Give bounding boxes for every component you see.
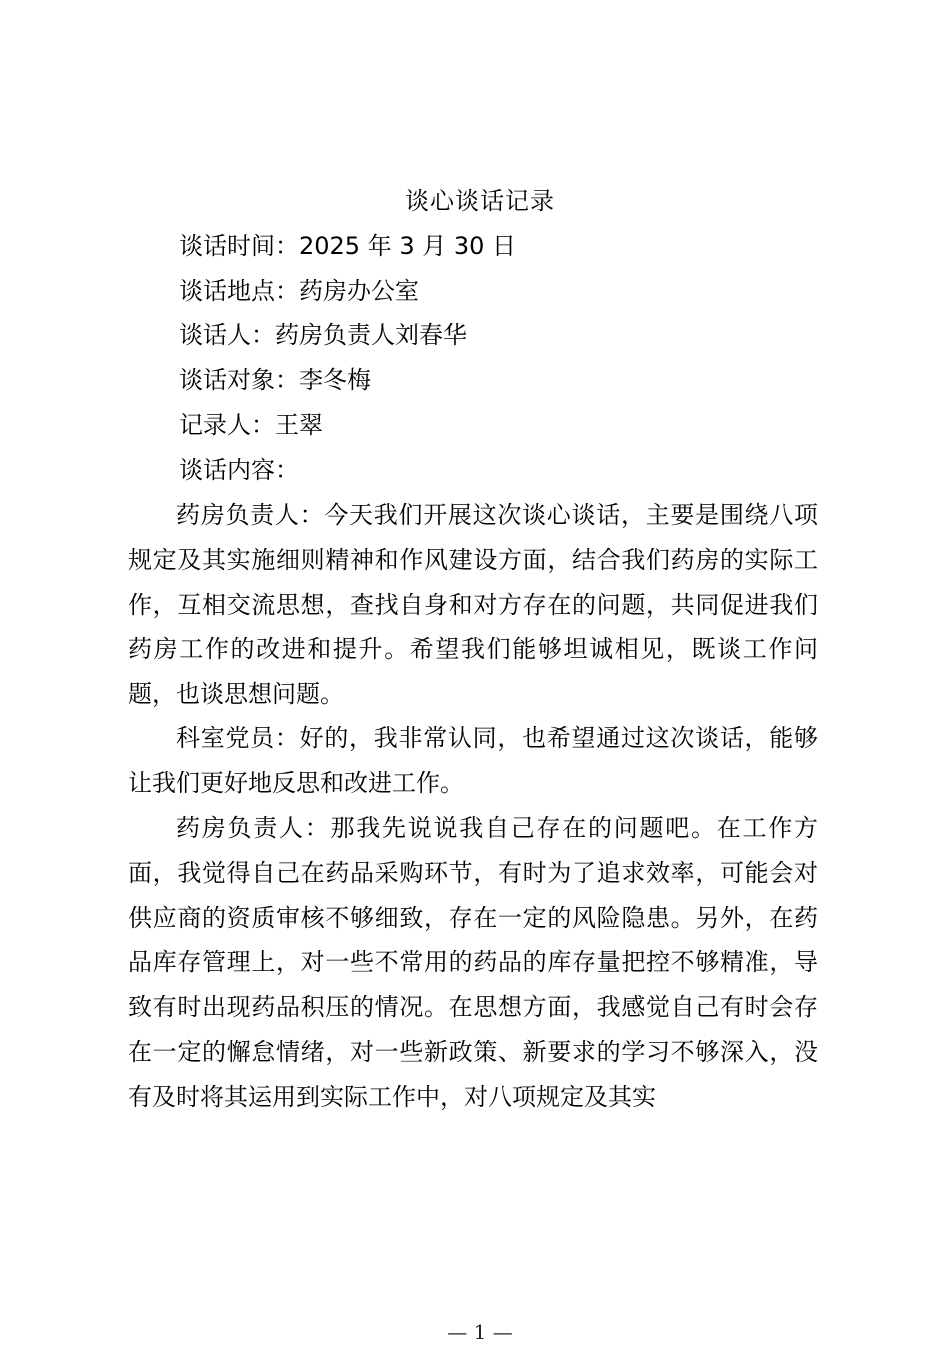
page-number: — 1 — <box>447 1320 513 1344</box>
talk-target: 谈话对象：李冬梅 <box>179 366 371 394</box>
talk-content-label: 谈话内容： <box>179 456 299 484</box>
talk-speaker: 谈话人：药房负责人刘春华 <box>179 321 467 349</box>
paragraph: 科室党员：好的，我非常认同，也希望通过这次谈话，能够让我们更好地反思和改进工作。 <box>128 724 818 797</box>
talk-recorder: 记录人：王翠 <box>179 411 323 439</box>
talk-time: 谈话时间：2025 年 3 月 30 日 <box>179 232 517 260</box>
paragraph: 药房负责人：今天我们开展这次谈心谈话，主要是围绕八项规定及其实施细则精神和作风建设方面，结合我们药房的实际工作，互相交流思想，查找自身和对方存在的问题，共同促进我们药房工作的改进和提升。希望我们能够坦诚相见，既谈工作问题，也谈思想问题。 <box>128 501 818 709</box>
document-title: 谈心谈话记录 <box>405 187 555 215</box>
paragraph: 药房负责人：那我先说说我自己存在的问题吧。在工作方面，我觉得自己在药品采购环节，有时为了追求效率，可能会对供应商的资质审核不够细致，存在一定的风险隐患。另外，在药品库存管理上，对一些不常用的药品的库存量把控不够精准，导致有时出现药品积压的情况。在思想方面，我感觉自己有时会存在一定的懈怠情绪，对一些新政策、新要求的学习不够深入，没有及时将其运用到实际工作中，对八项规定及其实 <box>128 814 818 1111</box>
talk-place: 谈话地点：药房办公室 <box>179 277 419 305</box>
